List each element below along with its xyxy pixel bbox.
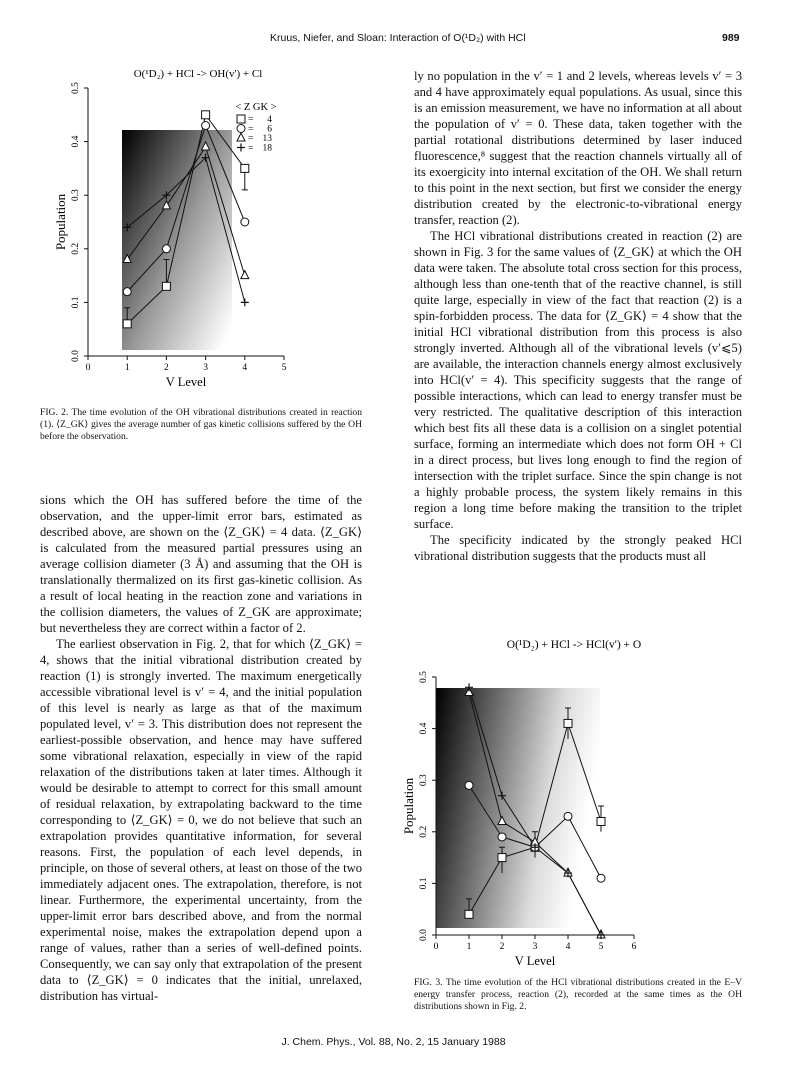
x-tick-label: 0 (85, 363, 91, 373)
x-tick-label: 6 (631, 942, 637, 952)
circle-marker (202, 122, 210, 130)
y-tick-label: 0.4 (419, 722, 430, 735)
y-tick-label: 0.4 (71, 135, 82, 148)
x-tick-label: 4 (242, 363, 248, 373)
y-tick-label: 0.2 (419, 825, 430, 838)
paragraph: ly no population in the v′ = 1 and 2 levels, whereas levels v′ = 3 and 4 have approximately equal populations. As usual, since this is an emission measurement, we have no information at all about the population of v′ = 0. These data, taken together with the partial rotational distributions determined by laser induced fluorescence,⁸ suggest that the reaction channels virtually all of its exoergicity into internal excitation of the OH. We shall return to this point in the next section, but first we consider the energy distribution created by the electronic-to-vibrational energy transfer, reaction (2). (414, 69, 742, 227)
triangle-marker (241, 271, 249, 279)
triangle-marker (237, 133, 245, 141)
circle-marker (123, 288, 131, 296)
figure-2-chart (40, 58, 380, 400)
y-axis-label: Population (52, 193, 68, 251)
y-tick-label: 0.3 (419, 774, 430, 787)
x-axis-label: V Level (165, 375, 207, 389)
square-marker (162, 282, 170, 290)
x-tick-label: 1 (124, 363, 130, 373)
x-tick-label: 4 (565, 942, 571, 952)
chart-title: O(¹D₂) + HCl -> HCl(v') + O (506, 639, 642, 651)
legend-eq: = (248, 143, 254, 154)
legend-label: 13 (262, 134, 272, 144)
x-tick-label: 5 (598, 942, 604, 952)
legend-label: 4 (267, 115, 272, 125)
chart-title: O(¹D₂) + HCl -> OH(v') + Cl (133, 68, 263, 80)
x-tick-label: 1 (466, 942, 472, 952)
right-column-text (414, 68, 742, 564)
legend-title: < Z GK > (235, 102, 277, 113)
square-marker (202, 111, 210, 119)
plus-marker (241, 298, 249, 306)
square-marker (564, 719, 572, 727)
paragraph: sions which the OH has suffered before the time of the observation, and the upper-limit error bars, estimated as described above, are shown on the ⟨Z_GK⟩ = 4 data. ⟨Z_GK⟩ is calculated from the measured partial pressures using an average collision diameter (3 Å) and assuming that the OH is translationally thermalized on its first gas-kinetic collision. As a result of local heating in the reaction zone and variations in the collision diameters, the values of Z_GK are approximate; but nevertheless they are correct within a factor of 2. (40, 493, 362, 635)
square-marker (465, 910, 473, 918)
circle-marker (465, 781, 473, 789)
square-marker (498, 854, 506, 862)
circle-marker (237, 125, 245, 133)
circle-marker (162, 245, 170, 253)
left-column-text (40, 492, 362, 1004)
footer-citation: J. Chem. Phys., Vol. 88, No. 2, 15 January 1988 (281, 1036, 506, 1048)
y-tick-label: 0.2 (71, 242, 82, 255)
y-tick-label: 0.0 (419, 929, 430, 941)
y-tick-label: 0.0 (71, 350, 82, 362)
x-tick-label: 2 (499, 942, 505, 952)
square-marker (241, 164, 249, 172)
circle-marker (498, 833, 506, 841)
legend-label: 18 (262, 143, 272, 154)
y-tick-label: 0.5 (71, 82, 82, 94)
running-header: Kruus, Niefer, and Sloan: Interaction of O(¹D₂) with HCl (270, 32, 526, 44)
y-axis-label: Population (400, 777, 416, 835)
square-marker (123, 320, 131, 328)
x-tick-label: 3 (203, 363, 208, 373)
square-marker (237, 115, 245, 123)
y-tick-label: 0.5 (419, 671, 430, 683)
circle-marker (564, 812, 572, 820)
legend-eq: = (248, 115, 254, 125)
circle-marker (597, 874, 605, 882)
x-tick-label: 3 (532, 942, 538, 952)
x-tick-label: 0 (433, 942, 439, 952)
shaded-background (436, 688, 600, 928)
page-number: 989 (722, 32, 740, 44)
circle-marker (241, 218, 249, 226)
paragraph: The HCl vibrational distributions created in reaction (2) are shown in Fig. 3 for the same values of ⟨Z_GK⟩ at which the OH data were taken. The absolute total cross section for this process, although less than one-tenth that of the reactive channel, is still quite large, especially in view of the fact that reaction (2) is a spin-forbidden process. The data for ⟨Z_GK⟩ = 4 show that the initial HCl vibrational distribution from this process is also strongly inverted. Although all of the vibrational levels (v′⩽5) are available, the interaction channels energy almost exclusively into HCl(v′ = 4). This specificity suggests that the range of possible interactions, which can lead to energy transfer must be very restricted. The qualitative description of this interaction which best fits all these data is a collision on a singlet potential surface, forming an intermediate which does not form OH + Cl in a direct process, but lives long enough to find the region of intersection with the triplet surface. Since the spin change is not a highly probable process, the system likely remains in this region a long time before making the transition to the triplet surface. (414, 229, 742, 531)
figure-3-caption: FIG. 3. The time evolution of the HCl vibrational distributions created in the E–V energy transfer process, reaction (2), recorded at the same times as the OH distributions shown in Fig. 2. (414, 977, 742, 1012)
plus-marker (237, 144, 245, 152)
y-tick-label: 0.1 (419, 877, 430, 890)
legend-eq: = (248, 124, 254, 135)
x-tick-label: 2 (164, 363, 169, 373)
y-tick-label: 0.3 (71, 189, 82, 202)
figure-3-chart (400, 624, 750, 976)
legend-label: 6 (267, 124, 272, 135)
x-tick-label: 5 (281, 363, 287, 373)
legend-eq: = (248, 134, 254, 144)
y-tick-label: 0.1 (71, 296, 82, 309)
paragraph: The earliest observation in Fig. 2, that for which ⟨Z_GK⟩ = 4, shows that the initial vibrational distribution created by reaction (1) is strongly inverted. The maximum energetically accessible vibrational level is v′ = 4, and the initial population of this level is nearly as large as that of the maximum populated level, v′ = 3. This distribution does not represent the earliest-possible observation, and hence may have suffered some vibrational relaxation, especially in view of the rapid relaxation of the distributions taken at later times. Although it would be desirable to attempt to correct for this small amount of residual relaxation, by extrapolating backward to the time corresponding to ⟨Z_GK⟩ = 0, we do not believe that such an extrapolation provides quantitative information, for several reasons. First, the population of each level depends, in principle, on those of several others, at least on those of the two immediately adjacent ones. The extrapolation, therefore, is not linear. Furthermore, the experimental uncertainty, from the upper-limit error bars described above, and from the normal experimental noise, makes the extrapolation depend upon a range of values, rather than a series of well-defined points. Consequently, we can say only that extrapolation of the present data to ⟨Z_GK⟩ = 0 indicates that the initial, unrelaxed, distribution has virtual- (40, 637, 362, 1003)
x-axis-label: V Level (514, 954, 556, 968)
paragraph: The specificity indicated by the strongly peaked HCl vibrational distribution suggests that the products must all (414, 533, 742, 563)
figure-2-caption: FIG. 2. The time evolution of the OH vibrational distributions created in reaction (1). ⟨Z_GK⟩ gives the average number of gas kinetic collisions suffered by the OH before the observation. (40, 407, 362, 442)
square-marker (597, 817, 605, 825)
